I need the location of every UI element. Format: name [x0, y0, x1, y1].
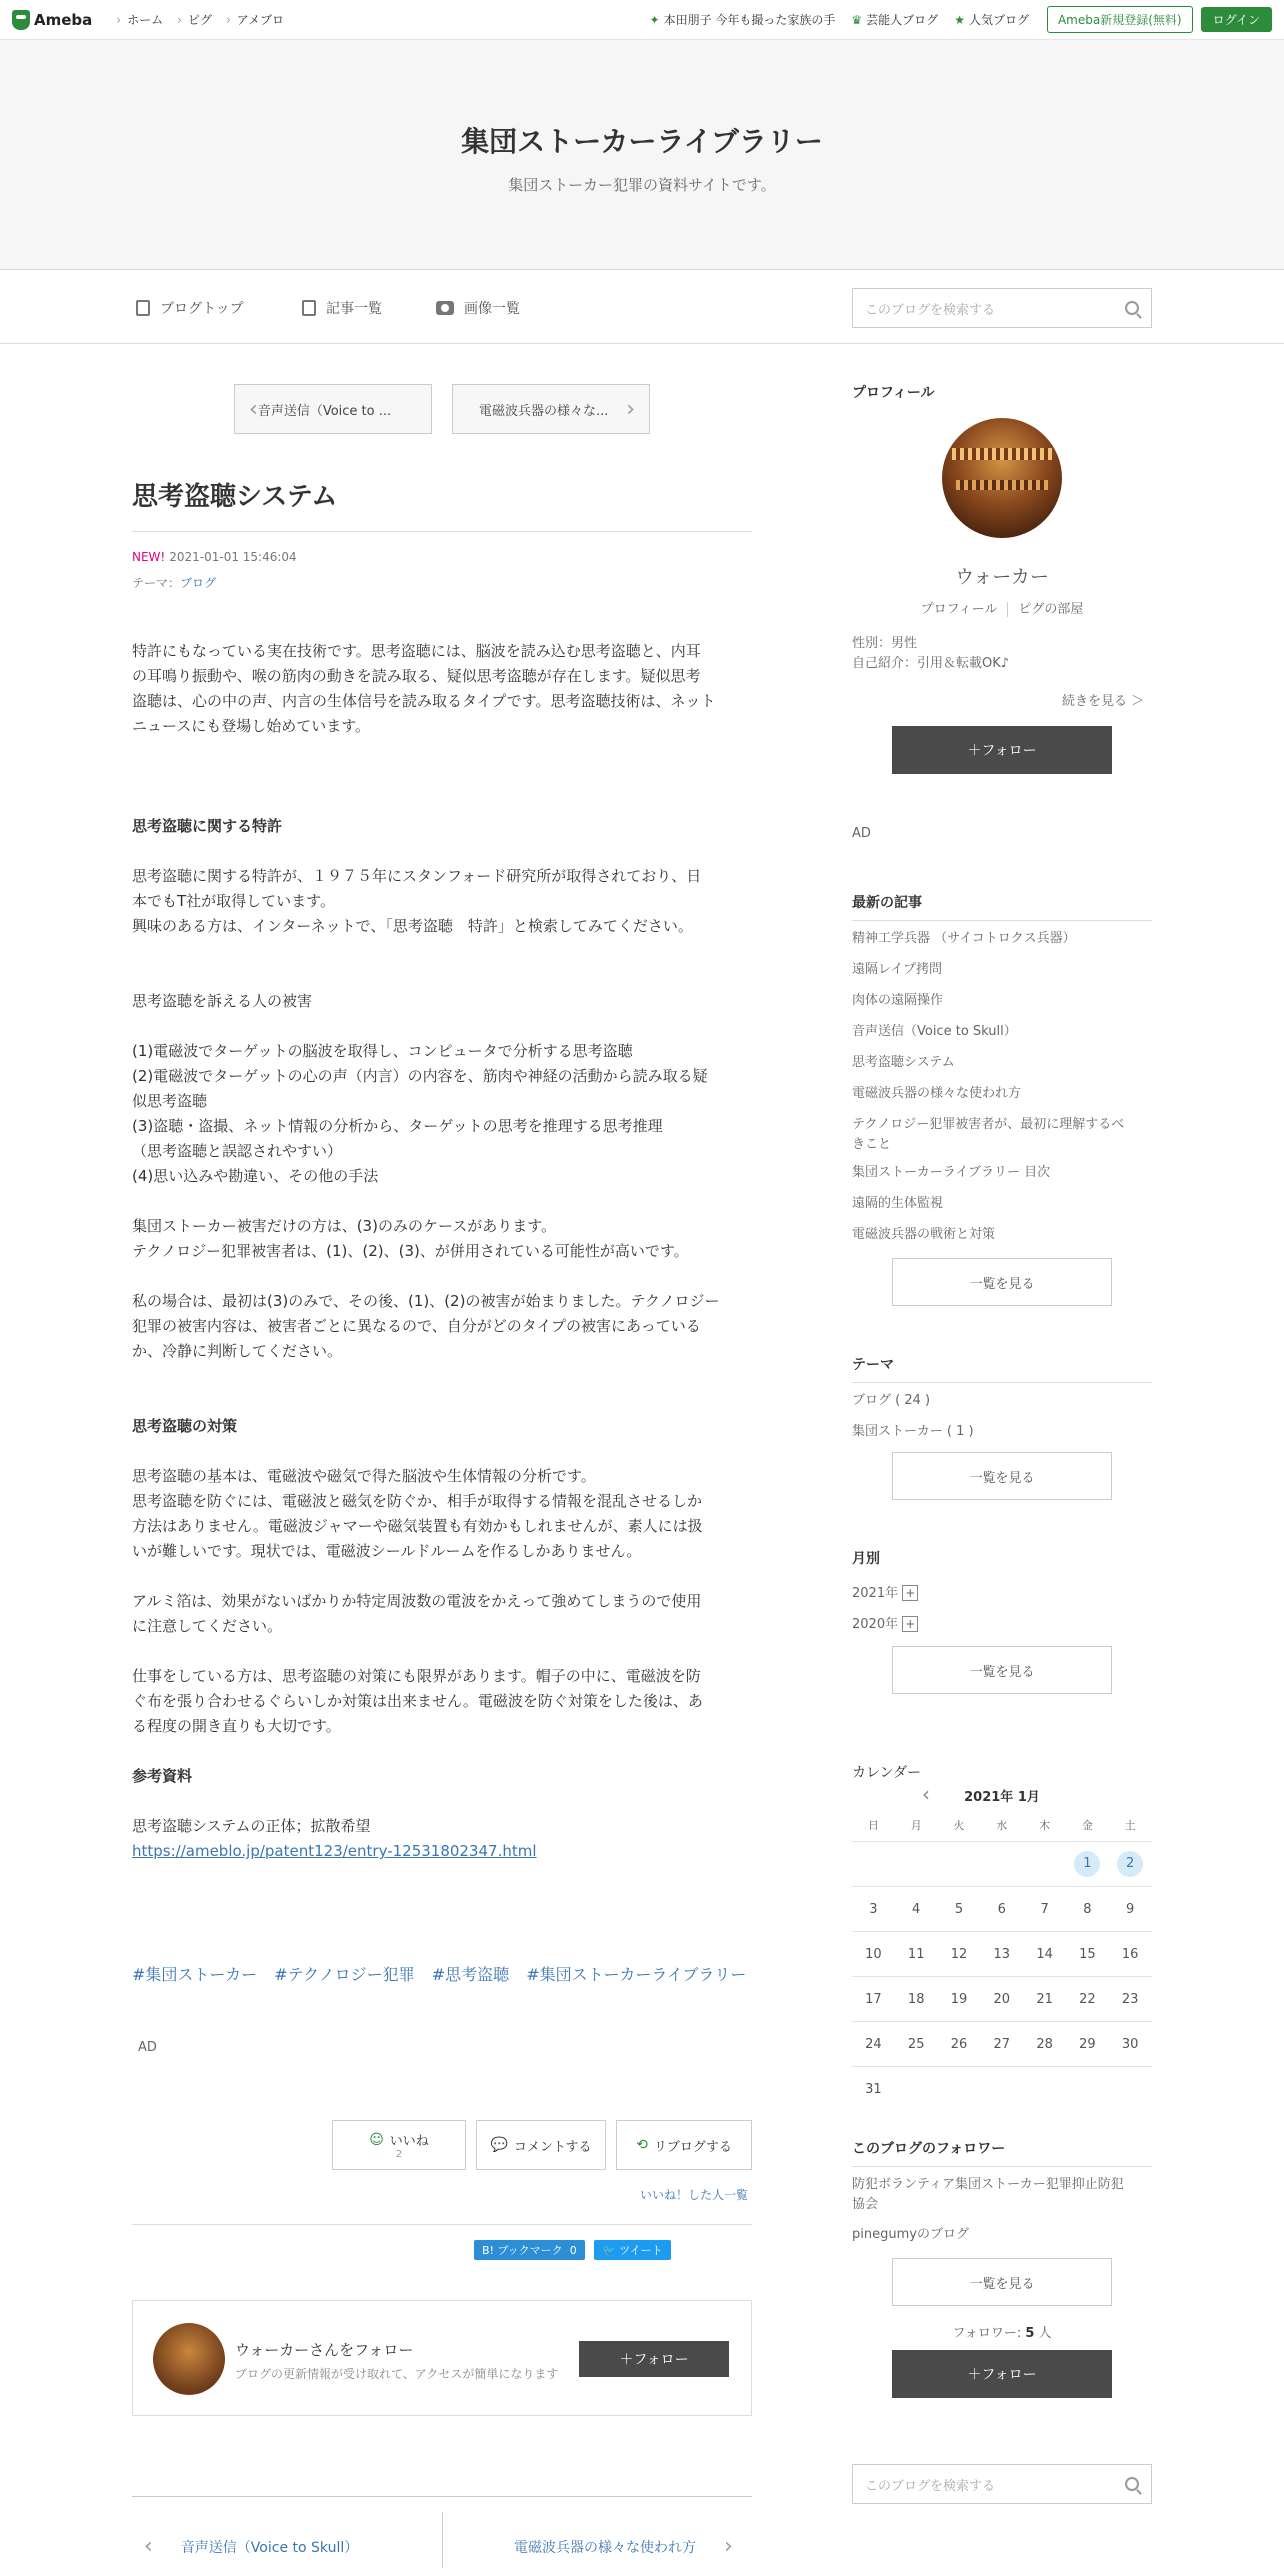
- follower-link[interactable]: pinegumyのブログ: [852, 2227, 969, 2242]
- sidebar-search-input[interactable]: このブログを検索する: [852, 2464, 1152, 2504]
- heading-reference: 参考資料: [132, 1767, 193, 1785]
- hashtag-link[interactable]: #集団ストーカー: [132, 1965, 258, 1984]
- recent-article-link[interactable]: 遠隔的生体監視: [852, 1196, 944, 1211]
- follow-card: [132, 2300, 752, 2416]
- recent-articles: 最新の記事 精神工学兵器 （サイコトロクス兵器） 遠隔レイプ拷問 肉体の遠隔操作 音声送信（Voice to Skull） 思考盗聴システム 電磁波兵器の様々な使われ方 テクノロジー犯罪被害者が、最初に理解するべ きこと 集団ストーカーライブラリー 目次 遠隔的生体監視 電磁波兵器の戦術と対策: [852, 892, 1152, 1250]
- chevron-left-icon: ‹: [144, 2534, 153, 2559]
- hashtag-link[interactable]: #集団ストーカーライブラリー: [526, 1965, 747, 1984]
- calendar-prev-icon[interactable]: ‹: [922, 1782, 930, 1806]
- calendar-week: 24 25 26 27 28 29 30: [852, 2022, 1152, 2067]
- copy-icon: [302, 300, 316, 316]
- recent-article-link[interactable]: 電磁波兵器の様々な使われ方: [852, 1086, 1022, 1101]
- twitter-icon: 🐦: [602, 2243, 616, 2257]
- calendar: [852, 1808, 1152, 2112]
- article-title: 思考盗聴システム: [132, 476, 752, 532]
- expand-icon[interactable]: +: [902, 1585, 918, 1601]
- bottom-prev-link[interactable]: ‹ 音声送信（Voice to Skull）: [144, 2534, 359, 2559]
- ameba-logo[interactable]: Ameba: [12, 10, 92, 30]
- top-link-news[interactable]: ✦ 本田朋子 今年も撮った家族の手: [649, 12, 836, 27]
- chevron-left-icon: ‹: [249, 396, 258, 422]
- month-item[interactable]: 2021年 +: [852, 1578, 1152, 1609]
- recent-article-link[interactable]: 音声送信（Voice to Skull）: [852, 1024, 1017, 1039]
- recent-article-link[interactable]: 電磁波兵器の戦術と対策: [852, 1227, 996, 1242]
- hatena-bookmark-button[interactable]: B! ブックマーク 0: [474, 2240, 585, 2260]
- follow-button[interactable]: ＋フォロー: [579, 2341, 729, 2377]
- theme-section: テーマ ブログ ( 24 ) 集団ストーカー ( 1 ): [852, 1354, 1152, 1447]
- star-icon: ✦: [649, 12, 660, 27]
- top-right-links: [634, 6, 1272, 33]
- profile-links: [852, 598, 1152, 617]
- new-badge: NEW!: [132, 550, 166, 564]
- recent-article-link[interactable]: 肉体の遠隔操作: [852, 993, 944, 1008]
- sidebar-follow-button[interactable]: ＋フォロー: [892, 726, 1112, 774]
- calendar-month: 2021年 1月: [964, 1790, 1040, 1805]
- crown-icon: ♛: [851, 12, 863, 27]
- hashtag-link[interactable]: #思考盗聴: [431, 1965, 510, 1984]
- star-icon: ★: [954, 12, 965, 27]
- calendar-week: [852, 1842, 1152, 1887]
- sidebar-follow-button-bottom[interactable]: ＋フォロー: [892, 2350, 1112, 2398]
- theme-item[interactable]: 集団ストーカー ( 1 ): [852, 1424, 974, 1439]
- month-item[interactable]: 2020年 +: [852, 1609, 1152, 1640]
- top-nav: [102, 11, 284, 28]
- recent-article-link[interactable]: 遠隔レイプ拷問: [852, 962, 942, 977]
- calendar-weekdays: 日 月 火 水 木 金 土: [852, 1808, 1152, 1842]
- top-link-popular[interactable]: ★ 人気ブログ: [954, 12, 1029, 27]
- blog-search-input[interactable]: このブログを検索する: [852, 288, 1152, 328]
- recent-article-link[interactable]: テクノロジー犯罪被害者が、最初に理解するべ きこと: [852, 1117, 1125, 1152]
- search-icon[interactable]: [1125, 2477, 1139, 2491]
- ad-label: AD: [852, 826, 871, 841]
- see-all-articles-button[interactable]: 一覧を見る: [892, 1258, 1112, 1306]
- article-meta: [132, 550, 752, 564]
- follow-card-subtitle: ブログの更新情報が受け取れて、アクセスが簡単になります: [235, 2367, 559, 2381]
- read-more-link[interactable]: 続きを見る ＞: [1062, 694, 1145, 709]
- next-article-button[interactable]: 電磁波兵器の様々な... ›: [452, 384, 650, 434]
- article-body: 特許にもなっている実在技術です。思考盗聴には、脳波を読み込む思考盗聴と、内耳 の耳鳴り振動や、喉の筋肉の動きを読み取る、疑似思考盗聴が存在します。疑似思考 盗聴は、心の中の声、内言の生体信号を読み取るタイプです。思考盗聴技術は、ネット ニュースにも登場し始めています。 思考盗聴に関する特許 思考盗聴に関する特許が、１９７５年にスタンフォード研究所が取得されており、日 本でもT社が取得しています。 興味のある方は、インターネットで、「思考盗聴 特許」と検索してみてください。 思考盗聴を訴える人の被害 (1)電磁波でターゲットの脳波を取得し、コンピュータで分析する思考盗聴 (2)電磁波でターゲットの心の声（内言）の内容を、筋肉や神経の活動から読み取る疑 似思考盗聴 (3)盗聴・盗撮、ネット情報の分析から、ターゲットの思考を推理する思考推理 （思考盗聴と誤認されやすい） (4)思い込みや勘違い、その他の手法 集団ストーカー被害だけの方は、(3)のみのケースがあります。 テクノロジー犯罪被害者は、(1)、(2)、(3)、が併用されている可能性が高いです。 私の場合は、最初は(3)のみで、その後、(1)、(2)の被害が始まりました。テクノロジー 犯罪の被害内容は、被害者ごとに異なるので、自分がどのタイプの被害にあっている か、冷静に判断してください。 思考盗聴の対策 思考盗聴の基本は、電磁波や磁気で得た脳波や生体情報の分析です。 思考盗聴を防ぐには、電磁波と磁気を防ぐか、相手が取得する情報を混乱させるしか 方法はありません。電磁波ジャマーや磁気装置も有効かもしれませんが、素人には扱 いが難しいです。現状では、電磁波シールドルームを作るしかありません。 アルミ箔は、効果がないばかりか特定周波数の電波をかえって強めてしまうので使用 に注意してください。 仕事をしている方は、思考盗聴の対策にも限界があります。帽子の中に、電磁波を防 ぐ布を張り合わせるぐらいしか対策は出来ません。電磁波を防ぐ対策をした後は、あ る程度の開き直りも大切です。 参考資料 思考盗聴システムの正体；拡散希望 https://ameblo.jp/patent123/entry-12531802347.html: [132, 639, 752, 1864]
- tweet-button[interactable]: 🐦 ツイート: [594, 2240, 671, 2260]
- calendar-week: 31: [865, 2082, 882, 2097]
- article: [132, 460, 752, 1864]
- calendar-day-linked[interactable]: 2: [1109, 1851, 1152, 1877]
- avatar[interactable]: [153, 2323, 225, 2395]
- document-icon: [136, 300, 150, 316]
- smile-icon: ☺: [369, 2131, 384, 2148]
- pigg-room-link[interactable]: ピグの部屋: [1007, 602, 1093, 617]
- monthly-section: 月別 2021年 + 2020年 +: [852, 1548, 1152, 1640]
- nav-ameblo[interactable]: › アメブロ: [226, 11, 284, 28]
- article-date: 2021-01-01 15:46:04: [169, 550, 297, 564]
- see-all-months-button[interactable]: 一覧を見る: [892, 1646, 1112, 1694]
- bottom-next-link[interactable]: 電磁波兵器の様々な使われ方 ›: [514, 2534, 733, 2559]
- comment-icon: 💬: [490, 2137, 508, 2153]
- calendar-heading: カレンダー: [852, 1765, 922, 1781]
- follower-count: フォロワー: 5 人: [952, 2326, 1052, 2341]
- calendar-day-linked[interactable]: 1: [1066, 1851, 1109, 1877]
- recent-article-link[interactable]: 精神工学兵器 （サイコトロクス兵器）: [852, 931, 1076, 946]
- recent-article-link[interactable]: 集団ストーカーライブラリー 目次: [852, 1165, 1051, 1180]
- calendar-week: 10 11 12 13 14 15 16: [852, 1932, 1152, 1977]
- chevron-right-icon: ›: [724, 2534, 733, 2559]
- profile-link[interactable]: プロフィール: [920, 602, 998, 617]
- follower-link[interactable]: 防犯ボランティア集団ストーカー犯罪抑止防犯 協会: [852, 2177, 1124, 2212]
- like-count: 2: [395, 2149, 403, 2160]
- login-button[interactable]: ログイン: [1201, 7, 1272, 32]
- follow-card-title: ウォーカーさんをフォロー: [235, 2341, 414, 2359]
- reblog-icon: ⟲: [636, 2137, 648, 2153]
- article-theme: テーマ：ブログ: [132, 576, 217, 590]
- blog-header: [0, 40, 1284, 270]
- top-bar: [0, 0, 1284, 40]
- blog-top-link[interactable]: ブログトップ: [136, 298, 244, 318]
- see-all-themes-button[interactable]: 一覧を見る: [892, 1452, 1112, 1500]
- divider: [132, 2496, 752, 2497]
- article-list-link[interactable]: 記事一覧: [302, 298, 382, 318]
- reference-link[interactable]: https://ameblo.jp/patent123/entry-12531802347.html: [132, 1842, 537, 1860]
- hashtags: [132, 1962, 758, 1985]
- profile-info: 性別：男性 自己紹介：引用＆転載OK♪: [852, 636, 1010, 671]
- profile-avatar[interactable]: [942, 418, 1062, 538]
- register-button[interactable]: Ameba新規登録(無料): [1047, 6, 1193, 33]
- see-all-followers-button[interactable]: 一覧を見る: [892, 2258, 1112, 2306]
- calendar-week: 3 4 5 6 7 8 9: [852, 1887, 1152, 1932]
- followers-section: このブログのフォロワー 防犯ボランティア集団ストーカー犯罪抑止防犯 協会 pinegumyのブログ: [852, 2138, 1152, 2250]
- hashtag-link[interactable]: #テクノロジー犯罪: [274, 1965, 415, 1984]
- blog-nav: [0, 270, 1284, 344]
- blog-title[interactable]: 集団ストーカーライブラリー: [461, 125, 823, 158]
- reblog-button[interactable]: ⟲ リブログする: [616, 2120, 752, 2170]
- camera-icon: [436, 301, 454, 315]
- like-button[interactable]: ☺ いいね 2: [332, 2120, 466, 2170]
- chevron-right-icon: ›: [626, 396, 635, 422]
- divider: [132, 2224, 752, 2225]
- image-list-link[interactable]: 画像一覧: [436, 298, 520, 318]
- search-icon[interactable]: [1125, 301, 1139, 315]
- recent-article-link[interactable]: 思考盗聴システム: [852, 1055, 955, 1070]
- profile-name[interactable]: ウォーカー: [955, 566, 1049, 588]
- nav-home[interactable]: › ホーム: [116, 11, 163, 28]
- like-list-link[interactable]: いいね！した人一覧: [640, 2188, 749, 2202]
- profile-heading: プロフィール: [852, 385, 935, 401]
- top-link-celebrity[interactable]: ♛ 芸能人ブログ: [851, 12, 939, 27]
- expand-icon[interactable]: +: [902, 1616, 918, 1632]
- comment-button[interactable]: 💬 コメントする: [476, 2120, 606, 2170]
- blog-description: 集団ストーカー犯罪の資料サイトです。: [508, 176, 776, 194]
- divider: [442, 2512, 443, 2568]
- heading-measure: 思考盗聴の対策: [132, 1417, 238, 1435]
- ameba-logo-icon: [12, 10, 30, 30]
- ad-label: AD: [138, 2040, 157, 2055]
- nav-pigg[interactable]: › ピグ: [177, 11, 212, 28]
- theme-item[interactable]: ブログ ( 24 ): [852, 1393, 931, 1408]
- calendar-week: 17 18 19 20 21 22 23: [852, 1977, 1152, 2022]
- theme-link[interactable]: ブログ: [180, 576, 217, 590]
- heading-patent: 思考盗聴に関する特許: [132, 817, 283, 835]
- prev-article-button[interactable]: ‹ 音声送信（Voice to ...: [234, 384, 432, 434]
- heading-damage: 思考盗聴を訴える人の被害: [132, 992, 313, 1010]
